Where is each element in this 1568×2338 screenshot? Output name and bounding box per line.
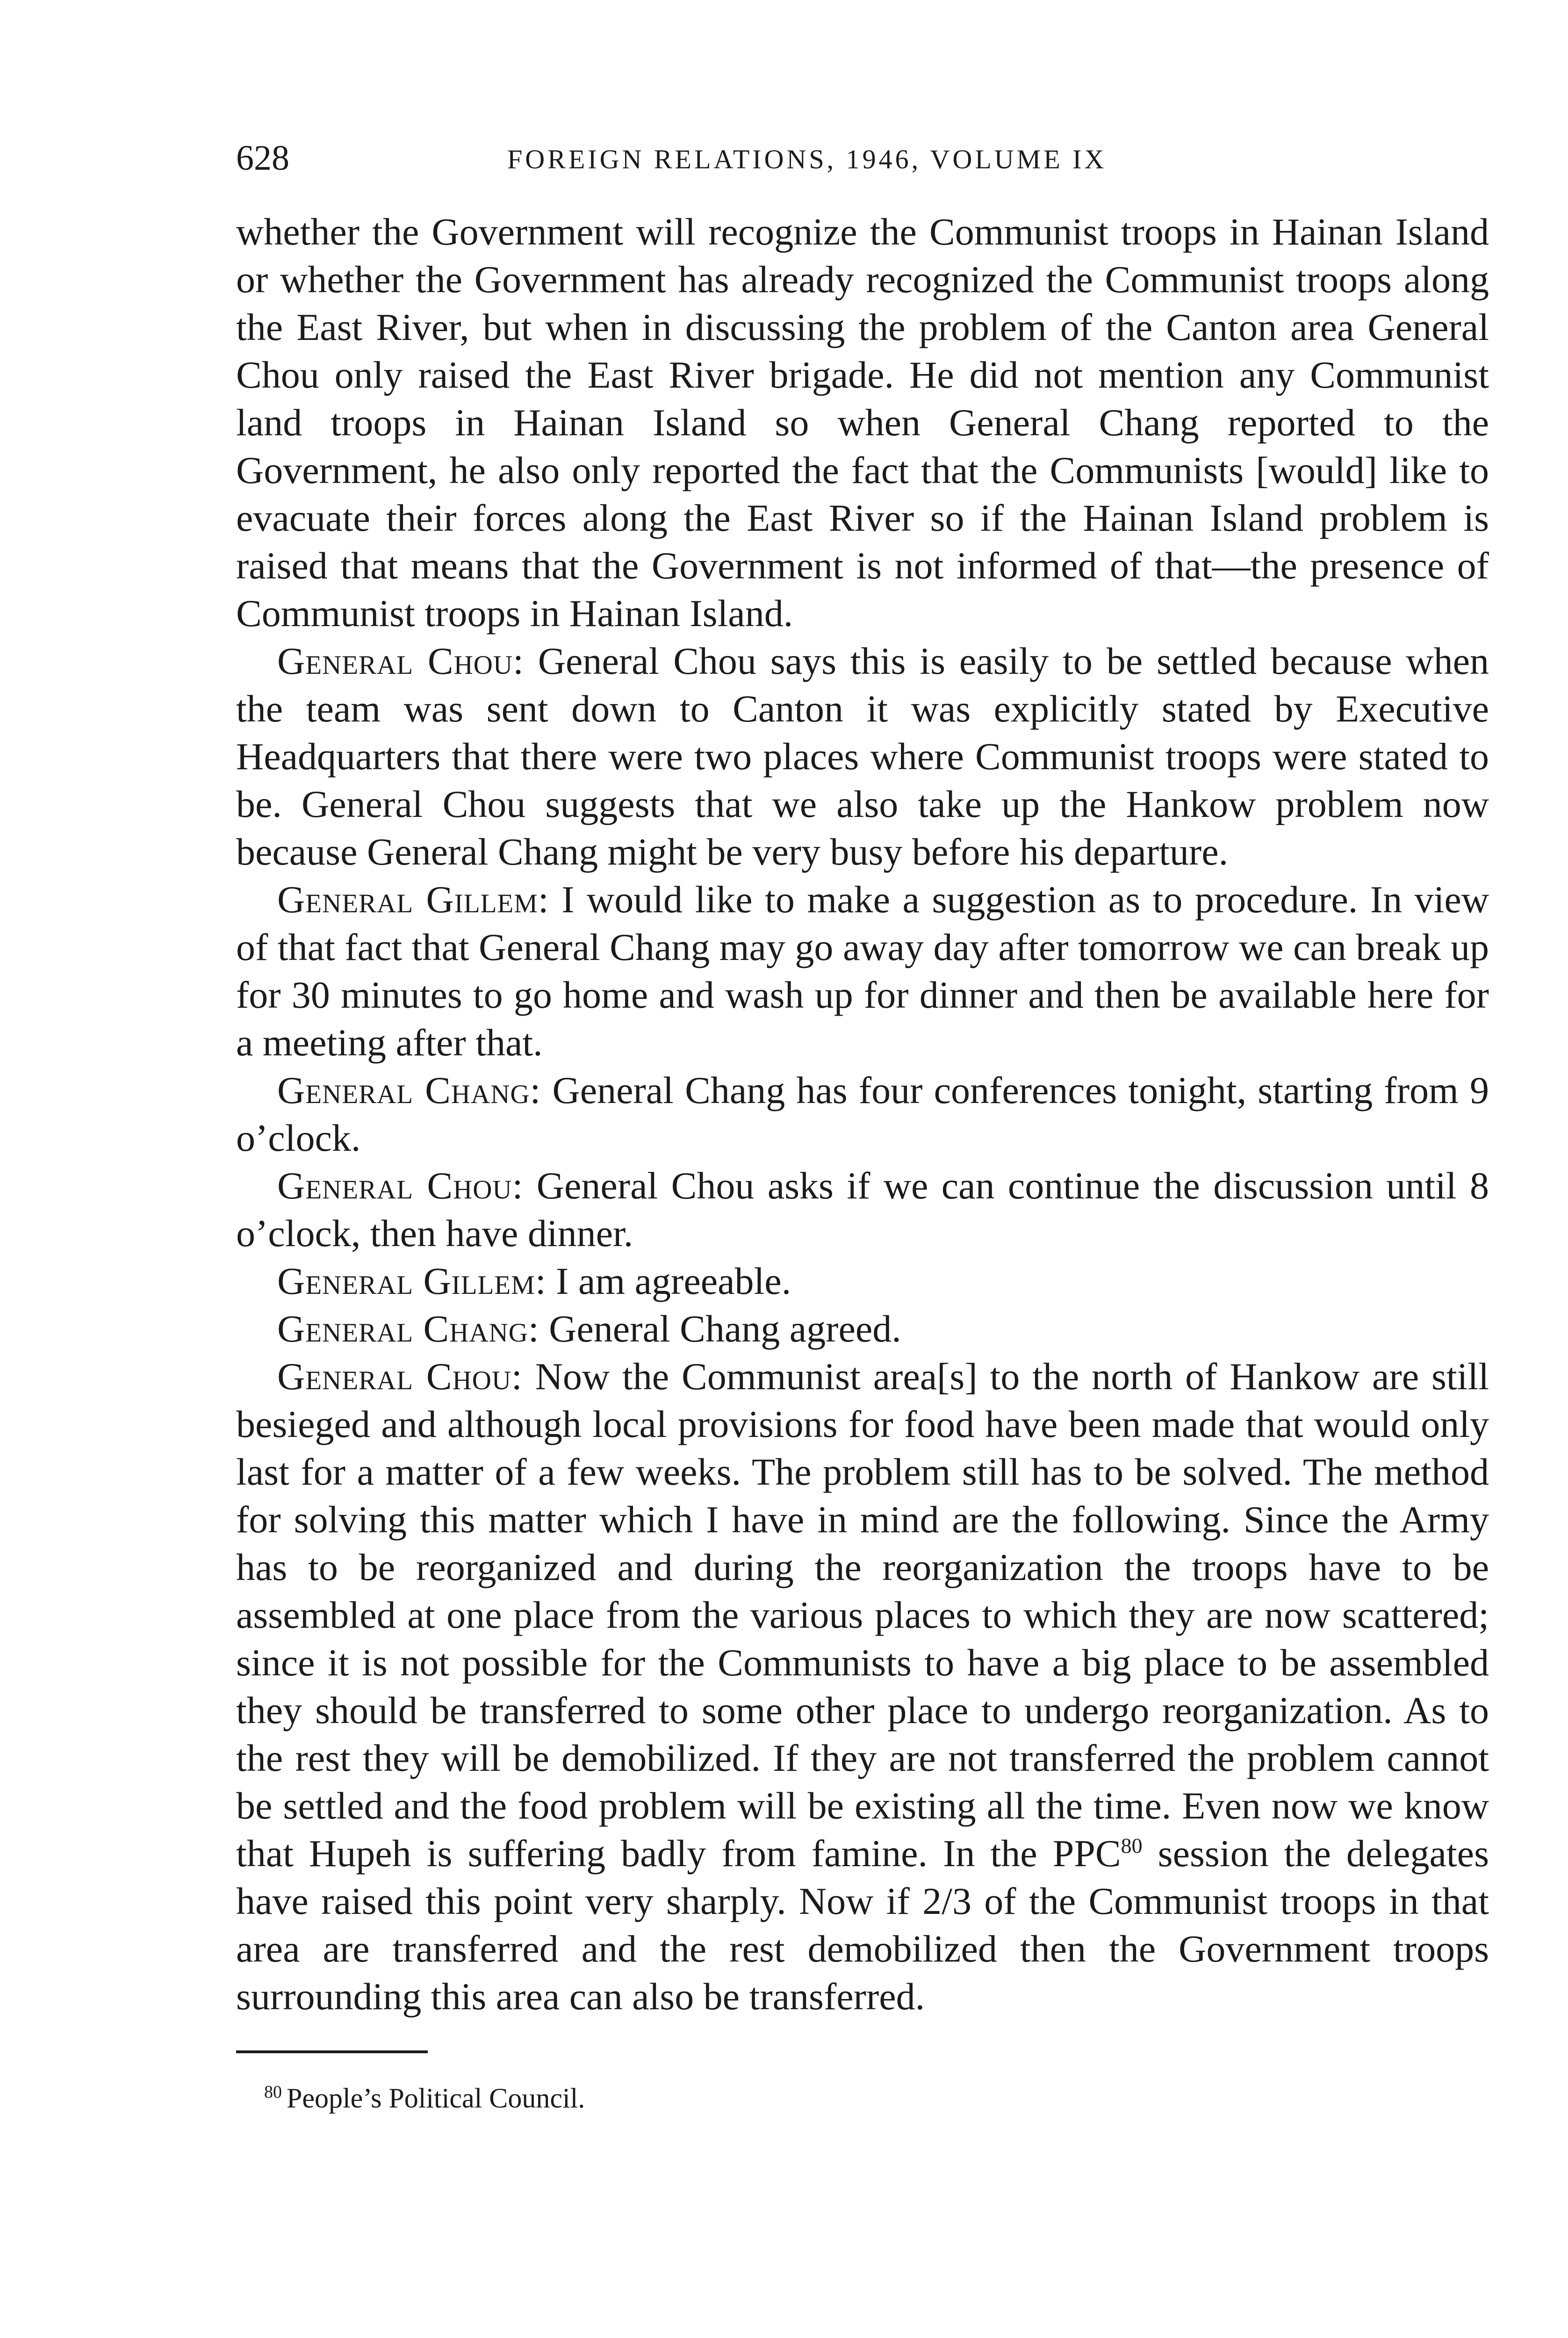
speaker-label: General Chou: bbox=[277, 640, 524, 682]
paragraph-continued bbox=[236, 208, 1489, 637]
paragraph-text: Now the Communist area[s] to the north of Hankow are still besieged and although local provisions for food have been made that would only last for a matter of a few weeks. The problem still has to be solved. The method for solving this matter which I have in mind are the following. Since the Army has to be reorganized and during the reorganization the troops have to be assembled at one place from the various places to which they are now scattered; since it is not possible for the Communists to have a big place to be assembled they should be transferred to some other place to undergo reorganization. As to the rest they will be demobilized. If they are not transferred the problem cannot be settled and the food problem will be existing all the time. Even now we know that Hupeh is suffering badly from famine. In the PPC bbox=[236, 1355, 1489, 1875]
paragraph-chang-1 bbox=[236, 1067, 1489, 1162]
paragraph-chou-1 bbox=[236, 637, 1489, 876]
paragraph-gillem-1 bbox=[236, 876, 1489, 1067]
speaker-label: General Chang: bbox=[277, 1069, 541, 1111]
document-page bbox=[236, 138, 1489, 2117]
paragraph-chou-2 bbox=[236, 1162, 1489, 1257]
paragraph-text: I would like to make a suggestion as to procedure. In view of that fact that General Chang may go away day after tomorrow we can break up for 30 minutes to go home and wash up for dinner and then be available here for a meeting after that. bbox=[236, 878, 1489, 1064]
speaker-label: General Chou: bbox=[277, 1164, 524, 1207]
footnote-reference[interactable]: 80 bbox=[1121, 1833, 1143, 1858]
footnote bbox=[236, 2079, 1489, 2117]
footnote-number: 80 bbox=[264, 2082, 282, 2102]
page-number: 628 bbox=[236, 138, 289, 178]
paragraph-chou-3 bbox=[236, 1353, 1489, 2020]
speaker-label: General Chang: bbox=[277, 1307, 539, 1350]
footnote-divider bbox=[236, 2050, 428, 2053]
paragraph-text: whether the Government will recognize the Communist troops in Hainan Island or whether the Government has already recognized the Communist troops along the East River, but when in discussing the problem of the Canton area General Chou only raised the East River brigade. He did not mention any Communist land troops in Hainan Island so when General Chang reported to the Government, he also only reported the fact that the Communists [would] like to evacuate their forces along the East River so if the Hainan Island problem is raised that means that the Government is not informed of that—the presence of Communist troops in Hainan Island. bbox=[236, 210, 1489, 635]
body-text bbox=[236, 208, 1489, 2020]
speaker-label: General Gillem: bbox=[277, 1260, 547, 1302]
paragraph-text: General Chou says this is easily to be settled because when the team was sent down to Canton it was explicitly stated by Executive Headquarters that there were two places where Communist troops were stated to be. General Chou suggests that we also take up the Hankow problem now because General Chang might be very busy before his departure. bbox=[236, 640, 1489, 873]
paragraph-text: I am agreeable. bbox=[546, 1260, 791, 1302]
paragraph-gillem-2 bbox=[236, 1257, 1489, 1305]
speaker-label: General Gillem: bbox=[277, 878, 549, 921]
running-head bbox=[236, 138, 1489, 194]
paragraph-chang-2 bbox=[236, 1305, 1489, 1353]
footnote-text: People’s Political Council. bbox=[287, 2083, 585, 2114]
paragraph-text: General Chang agreed. bbox=[539, 1307, 901, 1350]
paragraph-text: General Chang has four conferences tonight, starting from 9 o’clock. bbox=[236, 1069, 1489, 1159]
paragraph-text: General Chou asks if we can continue the discussion until 8 o’clock, then have dinner. bbox=[236, 1164, 1489, 1255]
paragraph-text-continued: session the delegates have raised this point very sharply. Now if 2/3 of the Communist troops in that area are transferred and the rest demobilized then the Government troops surrounding this area can also be transferred. bbox=[236, 1832, 1489, 2018]
running-title: FOREIGN RELATIONS, 1946, VOLUME IX bbox=[507, 144, 1107, 174]
speaker-label: General Chou: bbox=[277, 1355, 523, 1398]
